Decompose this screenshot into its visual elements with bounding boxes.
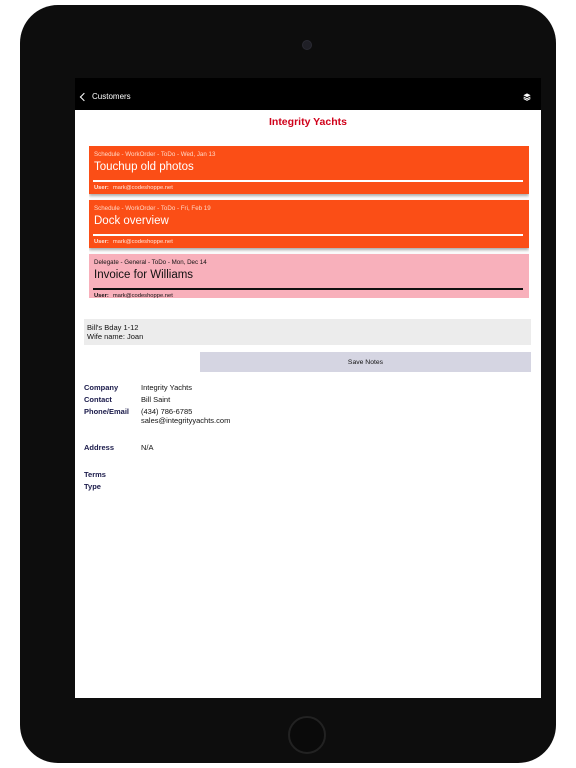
notes-textarea[interactable] [84, 319, 531, 345]
notes-line: Bill's Bday 1-12 [87, 323, 139, 332]
task-title: Touchup old photos [94, 161, 194, 173]
task-user-email: mark@codeshoppe.net [112, 239, 173, 245]
task-user [94, 293, 173, 298]
tablet-frame [20, 5, 556, 763]
task-divider [93, 234, 523, 236]
back-button[interactable] [81, 92, 131, 101]
task-title: Invoice for Williams [94, 269, 194, 281]
task-user-email: mark@codeshoppe.net [112, 293, 173, 298]
task-user-label: User: [94, 293, 109, 298]
address-label: Address [84, 443, 115, 452]
task-divider [93, 288, 523, 290]
task-card[interactable] [89, 254, 529, 298]
task-list[interactable] [89, 146, 529, 298]
email-value[interactable]: sales@integrityyachts.com [141, 416, 231, 425]
terms-label: Terms [84, 470, 106, 479]
task-title: Dock overview [94, 215, 169, 227]
task-divider [93, 180, 523, 182]
task-meta: Schedule - WorkOrder - ToDo - Fri, Feb 19 [94, 205, 211, 212]
back-label: Customers [92, 92, 131, 101]
camera-icon [302, 40, 312, 50]
save-notes-button[interactable]: Save Notes [200, 352, 531, 372]
phone-value[interactable]: (434) 786-6785 [141, 407, 193, 416]
task-user-label: User: [94, 185, 109, 191]
chevron-left-icon [80, 92, 88, 100]
layers-icon[interactable] [523, 93, 531, 101]
page-title: Integrity Yachts [268, 116, 347, 128]
navigation-bar [75, 78, 541, 110]
task-meta: Schedule - WorkOrder - ToDo - Wed, Jan 13 [94, 151, 216, 158]
task-user-email: mark@codeshoppe.net [112, 185, 173, 191]
app-screen [75, 78, 541, 698]
task-card[interactable] [89, 200, 529, 248]
company-label: Company [84, 383, 119, 392]
home-button[interactable] [288, 716, 326, 754]
address-value: N/A [141, 443, 154, 452]
notes-line: Wife name: Joan [87, 332, 144, 341]
phone-email-label: Phone/Email [84, 407, 130, 416]
company-value: Integrity Yachts [141, 383, 192, 392]
contact-label: Contact [84, 395, 112, 404]
task-user [94, 185, 173, 191]
type-label: Type [84, 482, 101, 491]
task-user-label: User: [94, 239, 109, 245]
contact-value: Bill Saint [141, 395, 171, 404]
task-card[interactable] [89, 146, 529, 194]
task-user [94, 239, 173, 245]
task-meta: Delegate - General - ToDo - Mon, Dec 14 [94, 259, 207, 266]
